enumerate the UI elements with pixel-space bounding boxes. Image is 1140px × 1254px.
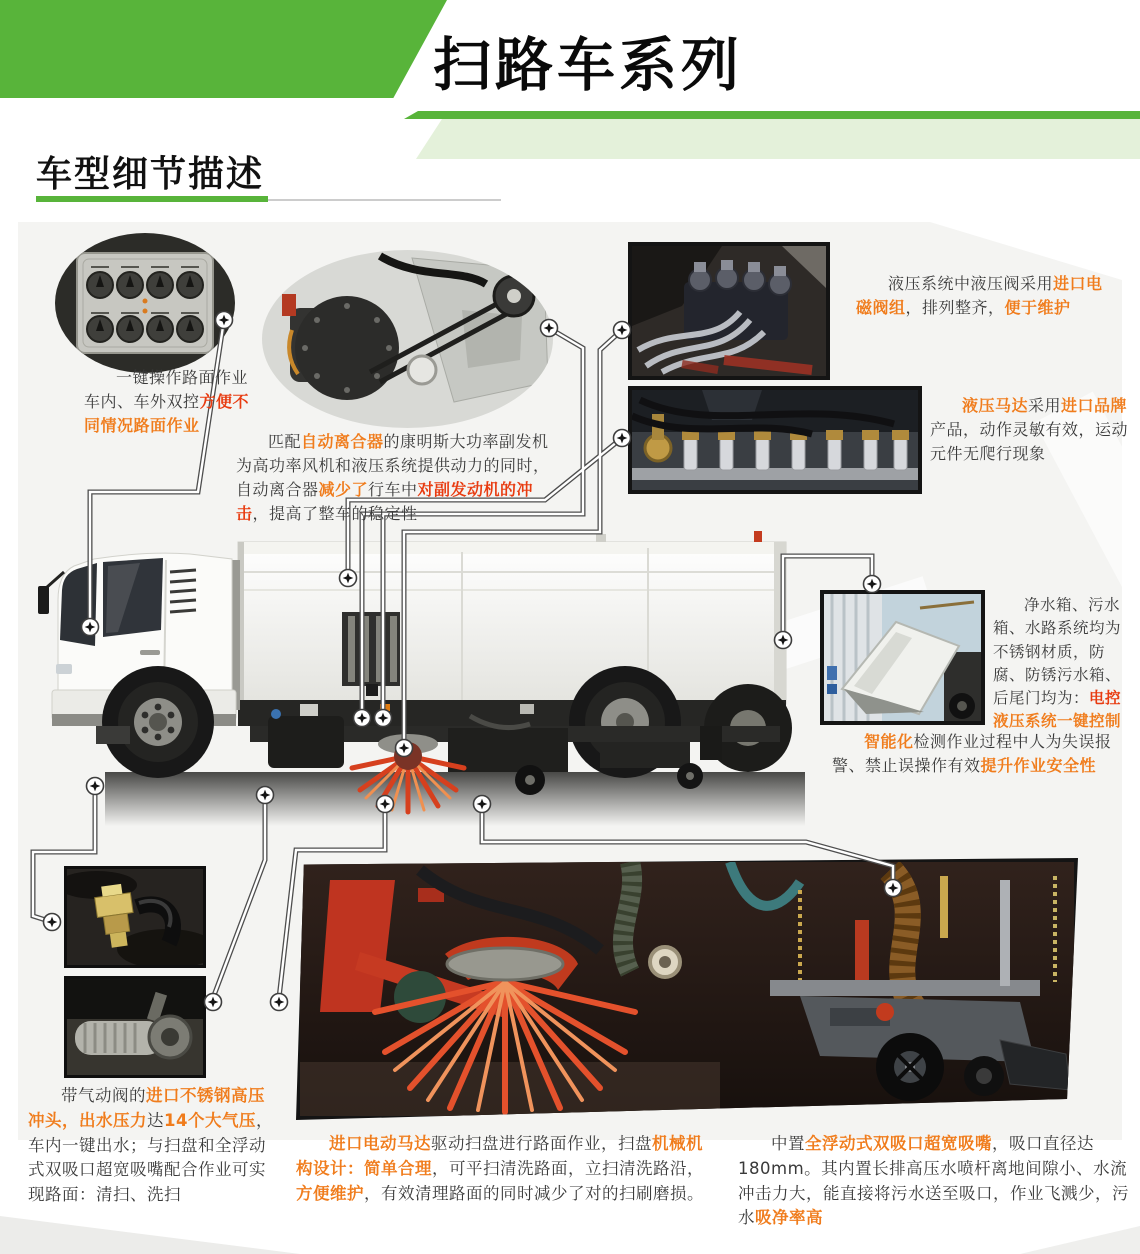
- photo-flush-head: [64, 976, 206, 1078]
- callout-control-panel-text: 一键操作路面作业车内、车外双控方便不同情况路面作业: [84, 368, 250, 435]
- callout-clutch-text: 匹配自动离合器的康明斯大功率副发机为高功率风机和液压系统提供动力的同时，自动离合器减少了行车中对副发动机的冲击，提高了整车的稳定性: [236, 432, 550, 523]
- section-underline-rule: [268, 199, 501, 201]
- photo-water-tank-hopper: [820, 590, 985, 725]
- background-accent: [0, 1216, 300, 1254]
- photo-control-panel: [55, 233, 235, 373]
- photo-air-valve: [64, 866, 206, 968]
- header-banner: [0, 0, 447, 98]
- section-title: 车型细节描述: [36, 154, 265, 195]
- callout-motor-text: 液压马达采用进口品牌产品，动作灵敏有效，运动元件无爬行现象: [930, 396, 1129, 463]
- callout-sweep-disc-text: 进口电动马达驱动扫盘进行路面作业，扫盘机械机构设计：简单合理，可平扫清洗路面，立扫清洗路沿，方便维护，有效清理路面的同时减少了对的扫刷磨损。: [296, 1134, 704, 1203]
- callout-nozzle-text: 中置全浮动式双吸口超宽吸嘴，吸口直径达180mm。其内置长排高压水喷杆离地间隙小、水流冲击力大，能直接将污水送至吸口，作业飞溅少，污水吸净率高: [738, 1134, 1129, 1228]
- header-green-line: [404, 111, 1140, 119]
- photo-hydraulic-motors: [628, 386, 922, 494]
- callout-flush-head-text: 带气动阀的进口不锈钢高压冲头，出水压力达14个大气压，车内一键出水；与扫盘和全浮动式双吸口超宽吸嘴配合作业可实现路面：清扫、洗扫: [28, 1086, 273, 1204]
- callout-solenoid-text: 液压系统中液压阀采用进口电磁阀组，排列整齐，便于维护: [856, 274, 1103, 317]
- callout-smart-text: 智能化检测作业过程中人为失误报警、禁止误操作有效提升作业安全性: [832, 732, 1112, 775]
- callout-tanks-text: 净水箱、污水箱、水路系统均为不锈钢材质，防腐、防锈污水箱、后尾门均为：电控液压系统一键控制: [993, 596, 1122, 731]
- photo-sweep-system: [296, 858, 1078, 1120]
- page-title: 扫路车系列: [432, 31, 743, 99]
- photo-solenoid-valves: [628, 242, 830, 380]
- section-underline: [36, 196, 268, 202]
- header-light-band: [416, 119, 1140, 159]
- photo-engine-clutch: [262, 250, 553, 428]
